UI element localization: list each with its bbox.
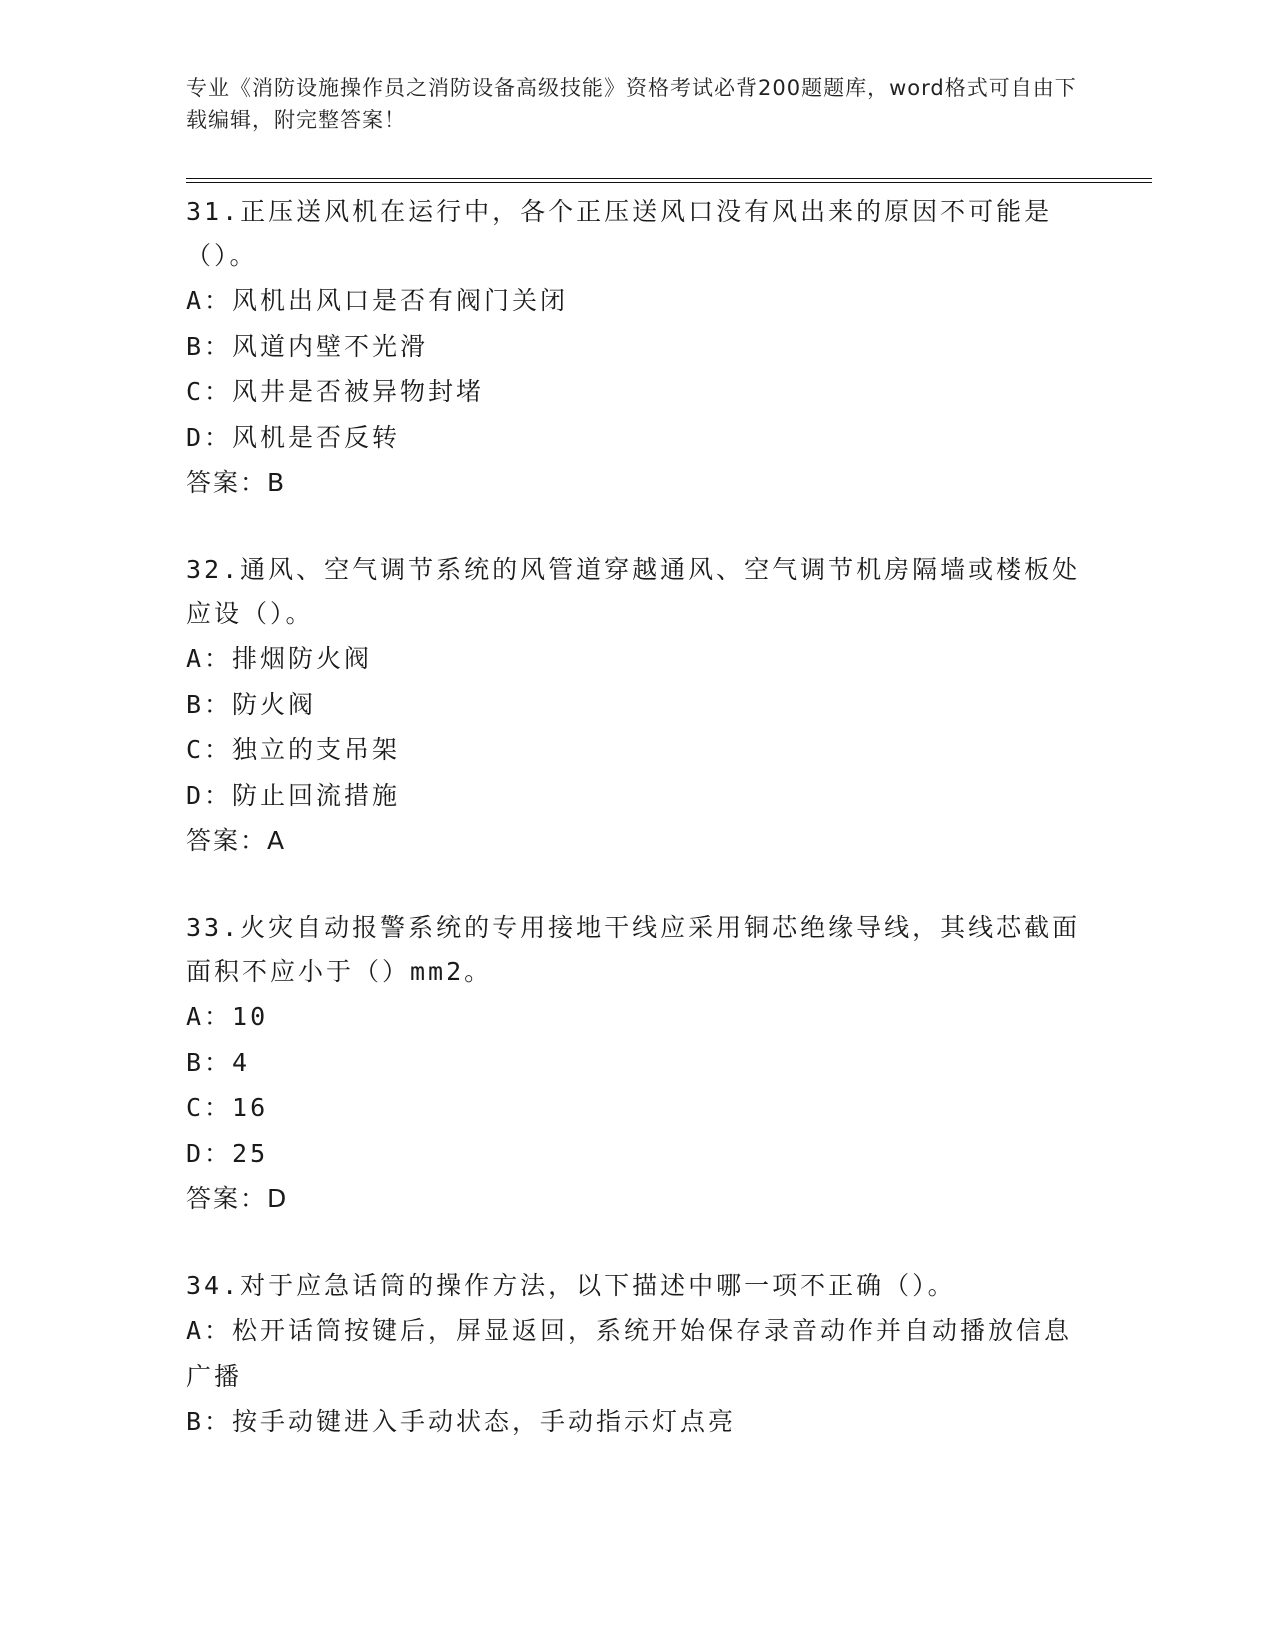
option-b: B：风道内壁不光滑 [186,331,429,361]
option-b: B：按手动键进入手动状态，手动指示灯点亮 [186,1407,737,1436]
question-stem: 32.通风、空气调节系统的风管道穿越通风、空气调节机房隔墙或楼板处应设（）。 [186,555,1081,628]
question-list [186,190,1086,1445]
question-item [186,1264,1086,1445]
option-b: B：防火阀 [186,689,317,719]
header-divider-bottom [186,182,1152,183]
option-a: A：风机出风口是否有阀门关闭 [186,286,569,315]
option-c: C：独立的支吊架 [186,735,401,764]
answer-label: 答案： [186,468,268,497]
document-header: 专业《消防设施操作员之消防设备高级技能》资格考试必背200题题库，word格式可自由下载编辑，附完整答案！ [186,76,1077,132]
header-divider-top [186,178,1152,179]
option-d: D：25 [186,1138,269,1168]
answer-line [186,460,1086,505]
option-a: A：10 [186,1002,269,1031]
option-a: A：排烟防火阀 [186,644,373,673]
option-d: D：防止回流措施 [186,780,401,810]
option-b: B：4 [186,1047,251,1077]
answer-value: B [267,468,286,497]
question-spacer [186,505,1086,548]
question-item [186,906,1086,1221]
answer-value: D [267,1184,288,1213]
answer-line [186,1176,1086,1221]
answer-value: A [267,826,286,855]
question-spacer [186,1221,1086,1264]
question-item [186,548,1086,863]
question-spacer [186,863,1086,906]
option-a: A：松开话筒按键后，屏显返回，系统开始保存录音动作并自动播放信息广播 [186,1316,1073,1391]
option-c: C：16 [186,1093,269,1122]
question-stem: 34.对于应急话筒的操作方法，以下描述中哪一项不正确（）。 [186,1271,956,1300]
answer-line [186,818,1086,863]
answer-label: 答案： [186,826,268,855]
option-c: C：风井是否被异物封堵 [186,377,485,406]
question-stem: 33.火灾自动报警系统的专用接地干线应采用铜芯绝缘导线，其线芯截面面积不应小于（）mm2。 [186,913,1081,986]
answer-label: 答案： [186,1184,268,1213]
question-item [186,190,1086,505]
question-stem: 31.正压送风机在运行中，各个正压送风口没有风出来的原因不可能是（）。 [186,197,1053,270]
option-d: D：风机是否反转 [186,422,401,452]
